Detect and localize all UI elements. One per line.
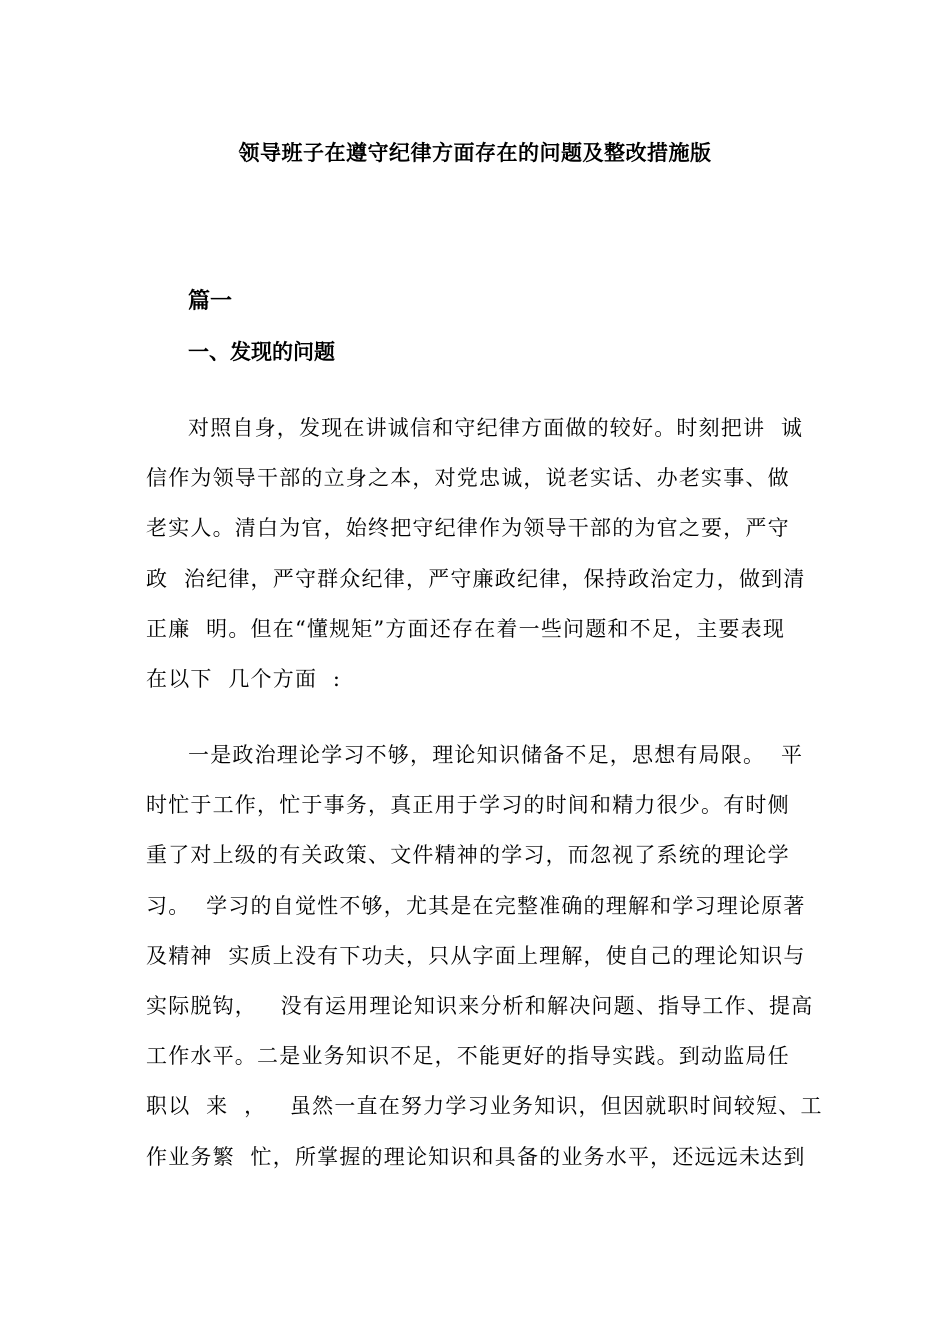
paragraph-line: 信作为领导干部的立身之本，对党忠诚，说老实话、办老实事、做: [146, 466, 790, 491]
section-heading: 篇一: [188, 288, 233, 314]
document-title: 领导班子在遵守纪律方面存在的问题及整改措施版: [238, 140, 712, 165]
paragraph-line: 正廉 明。但在“懂规矩”方面还存在着一些问题和不足，主要表现: [146, 616, 786, 641]
paragraph-line: 习。 学习的自觉性不够，尤其是在完整准确的理解和学习理论原著: [146, 893, 806, 918]
paragraph-line: 职以 来 ， 虽然一直在努力学习业务知识，但因就职时间较短、工: [146, 1094, 823, 1119]
paragraph-line: 实际脱钩， 没有运用理论知识来分析和解决问题、指导工作、提高: [146, 993, 814, 1018]
paragraph-line: 对照自身，发现在讲诚信和守纪律方面做的较好。时刻把讲 诚: [188, 416, 804, 440]
paragraph-line: 作业务繁 忙，所掌握的理论知识和具备的业务水平，还远远未达到: [146, 1144, 806, 1169]
paragraph-line: 及精神 实质上没有下功夫，只从字面上理解，使自己的理论知识与: [146, 943, 806, 968]
paragraph-line: 一是政治理论学习不够，理论知识储备不足，思想有局限。 平: [188, 743, 804, 767]
paragraph-2: [146, 740, 823, 1192]
paragraph-line: 政 治纪律，严守群众纪律，严守廉政纪律，保持政治定力，做到清: [146, 566, 806, 591]
paragraph-line: 工作水平。二是业务知识不足，不能更好的指导实践。到动监局任: [146, 1044, 790, 1069]
paragraph-line: 在以下 几个方面 :: [146, 666, 342, 691]
paragraph-line: 重了对上级的有关政策、文件精神的学习，而忽视了系统的理论学: [146, 843, 790, 868]
paragraph-1: [146, 413, 806, 714]
subheading: 一、发现的问题: [188, 339, 335, 364]
paragraph-line: 老实人。清白为官，始终把守纪律作为领导干部的为官之要，严守: [146, 516, 790, 541]
paragraph-line: 时忙于工作，忙于事务，真正用于学习的时间和精力很少。有时侧: [146, 793, 790, 818]
